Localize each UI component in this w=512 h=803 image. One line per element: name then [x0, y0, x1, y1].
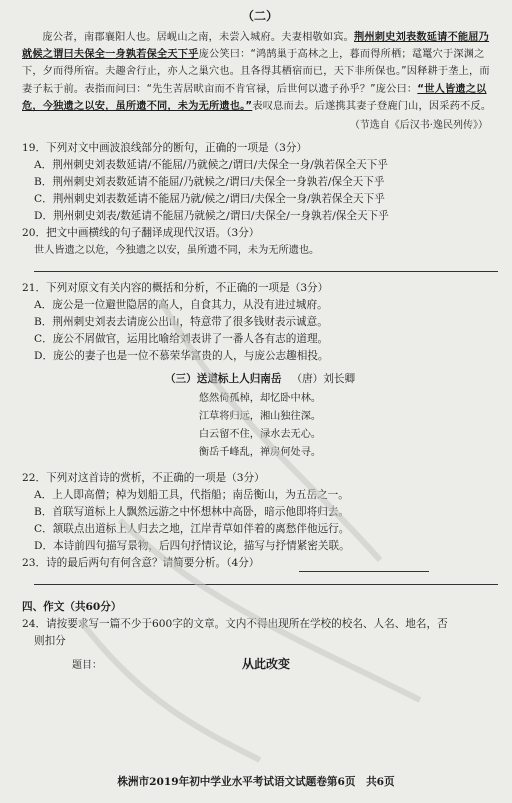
poem-title — [22, 371, 498, 388]
poem-line-4: 衡岳千峰乱，禅房何处寻。 — [198, 447, 322, 459]
q22-option-d: D．本诗前四句描写景物，后四句抒情议论，描写与抒情紧密关联。 — [34, 540, 350, 553]
q21-option-d: D．庞公的妻子也是一位不慕荣华富贵的人，与庞公志趣相投。 — [34, 350, 329, 363]
essay-title-value: 从此改变 — [242, 657, 291, 672]
q23-stem: 23．诗的最后两句有何含意？请简要分析。（4分） — [22, 557, 260, 570]
q19-option-d: D．荆州刺史刘表/数延请不能屈乃就候之/谓曰/夫保全/一身孰若/保全天下乎 — [34, 210, 389, 223]
q20-answer-line[interactable] — [34, 271, 498, 272]
question-22 — [22, 470, 498, 555]
q20-sentence: 世人皆遗之以危，今独遗之以安，虽所遗不同，未为无所遗也。 — [34, 245, 320, 257]
poem-line-2: 江草将归远，湘山独往深。 — [198, 411, 322, 423]
poem-line-3: 白云留不住，渌水去无心。 — [198, 429, 322, 441]
passage-part-3: 庞公笑曰：“鸿鹄巢于高林之上，暮而得所栖；鼋鼍穴于深渊之下，夕而得所宿。夫趣舍行止，亦人之巢穴也。且各得其栖宿而已，天下非所保也。”因释耕于垄上，而妻子耘于前。表指而问曰：“先生苦居畎亩而不肯官禄，后世何以遗子孙乎？”庞公曰： — [22, 49, 490, 95]
q23-answer-line[interactable] — [299, 571, 429, 572]
q24-text-line-1: 24．请按要求写一篇不少于600字的文章。文内不得出现所在学校的校名、人名、地名，否 — [22, 618, 448, 631]
passage-part-1: 庞公者，南郡襄阳人也。居岘山之南，未尝入城府。夫妻相敬如宾。 — [42, 32, 355, 43]
q22-option-a: A．上人即高僧；棹为划船工具，代指船；南岳衡山，为五岳之一。 — [34, 489, 349, 502]
q21-option-c: C．庞公不屑做官，运用比喻给刘表讲了一番人各有志的道理。 — [34, 333, 329, 346]
q19-option-b: B．荆州刺史刘表数延请不能屈/乃就候之/谓曰/夫保全一身孰若/保全天下乎 — [34, 176, 385, 189]
section-2-title: （二） — [241, 9, 278, 23]
passage-part-5: 表叹息而去。后遂携其妻子登鹿门山，因采药不反。 — [252, 100, 492, 112]
q21-stem: 21．下列对原文有关内容的概括和分析，不正确的一项是（3分） — [22, 282, 329, 295]
classical-passage — [22, 29, 498, 115]
question-23 — [22, 555, 498, 572]
q21-option-a: A．庞公是一位避世隐居的高人，自食其力，从没有进过城府。 — [34, 299, 328, 312]
essay-title-label: 题目： — [72, 660, 102, 672]
q22-option-b: B．首联写道标上人飘然远游之中怀想林中高卧，暗示他即将归去。 — [34, 506, 350, 519]
q21-option-b: B．荆州刺史刘表去请庞公出山，特意带了很多钱财表示诚意。 — [34, 316, 328, 329]
q19-stem: 19．下列对文中画波浪线部分的断句，正确的一项是（3分） — [22, 142, 308, 155]
page-footer: 株洲市2019年初中学业水平考试语文试题卷第6页 共6页 — [117, 776, 395, 788]
q19-option-a: A．荆州刺史刘表数延请/不能屈/乃就候之/谓曰/夫保全一身/孰若保全天下乎 — [34, 159, 388, 172]
q23-answer-line-2[interactable] — [34, 584, 498, 585]
q22-stem: 22．下列对这首诗的赏析，不正确的一项是（3分） — [22, 472, 265, 485]
essay-title-row — [72, 656, 498, 674]
essay-heading: 四、作文（共60分） — [22, 601, 122, 614]
q24-text-line-2: 则扣分 — [34, 635, 66, 648]
passage-wavy-underlined: 荆州刺史刘表数延请不能屈乃就候之谓曰夫保全一身孰若保全天下乎 — [22, 32, 490, 61]
question-24 — [22, 616, 498, 650]
q19-option-c: C．荆州刺史刘表数延请不能屈乃就/候之/谓曰/夫保全一身/孰若保全天下乎 — [34, 193, 385, 206]
question-20 — [22, 225, 498, 272]
poem-author: （唐）刘长卿 — [291, 373, 356, 386]
question-19 — [22, 140, 498, 225]
passage-underlined-sentence: “世人皆遗之以危，今独遗之以安，虽所遗不同，未为无所遗也。” — [22, 83, 487, 112]
q20-stem: 20．把文中画横线的句子翻译成现代汉语。（3分） — [22, 227, 260, 240]
poem-line-1: 悠然倚孤棹，却忆卧中林。 — [198, 393, 322, 405]
question-21 — [22, 280, 498, 365]
poem-title-text: （三）送道标上人归南岳 — [164, 373, 282, 386]
q22-option-c: C．颔联点出道标上人归去之地，江岸青草如伴着的离愁伴他远行。 — [34, 523, 350, 536]
passage-source: （节选自《后汉书·逸民列传》） — [349, 120, 488, 132]
